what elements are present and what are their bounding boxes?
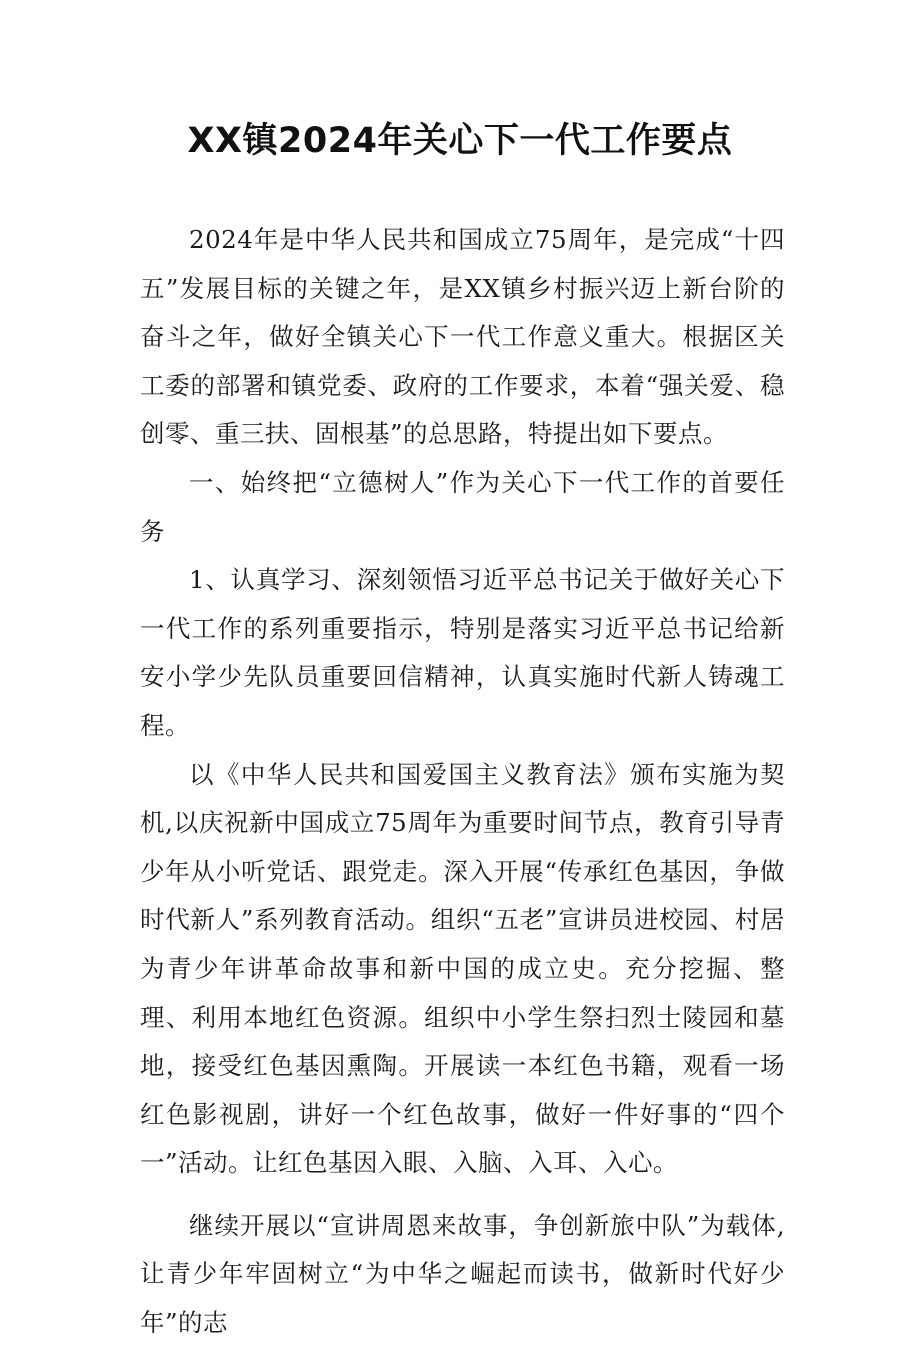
education-paragraph: 以《中华人民共和国爱国主义教育法》颁布实施为契机,以庆祝新中国成立75周年为重要时间节点，教育引导青少年从小听党话、跟党走。深入开展“传承红色基因，争做时代新人”系列教育活动。组织“五老”宣讲员进校园、村居为青少年讲革命故事和新中国的成立史。充分挖掘、整理、利用本地红色资源。组织中小学生祭扫烈士陵园和墓地，接受红色基因熏陶。开展读一本红色书籍，观看一场红色影视剧，讲好一个红色故事，做好一件好事的“四个一”活动。让红色基因入眼、入脑、入耳、入心。 <box>140 759 785 1178</box>
intro-paragraph: 2024年是中华人民共和国成立75周年，是完成“十四五”发展目标的关键之年，是XX镇乡村振兴迈上新台阶的奋斗之年，做好全镇关心下一代工作意义重大。根据区关工委的部署和镇党委、政府的工作要求，本着“强关爱、稳创零、重三扶、固根基”的总思路，特提出如下要点。 <box>140 225 785 449</box>
section-heading-1: 一、始终把“立德树人”作为关心下一代工作的首要任务 <box>140 467 785 546</box>
activity-paragraph: 继续开展以“宣讲周恩来故事，争创新旅中队”为载体,让青少年牢固树立“为中华之崛起而读书，做新时代好少年”的志 <box>140 1210 785 1338</box>
document-body <box>140 216 785 1348</box>
item-1-paragraph: 1、认真学习、深刻领悟习近平总书记关于做好关心下一代工作的系列重要指示，特别是落实习近平总书记给新安小学少先队员重要回信精神，认真实施时代新人铸魂工程。 <box>140 565 785 740</box>
document-title: XX镇2024年关心下一代工作要点 <box>187 121 733 161</box>
